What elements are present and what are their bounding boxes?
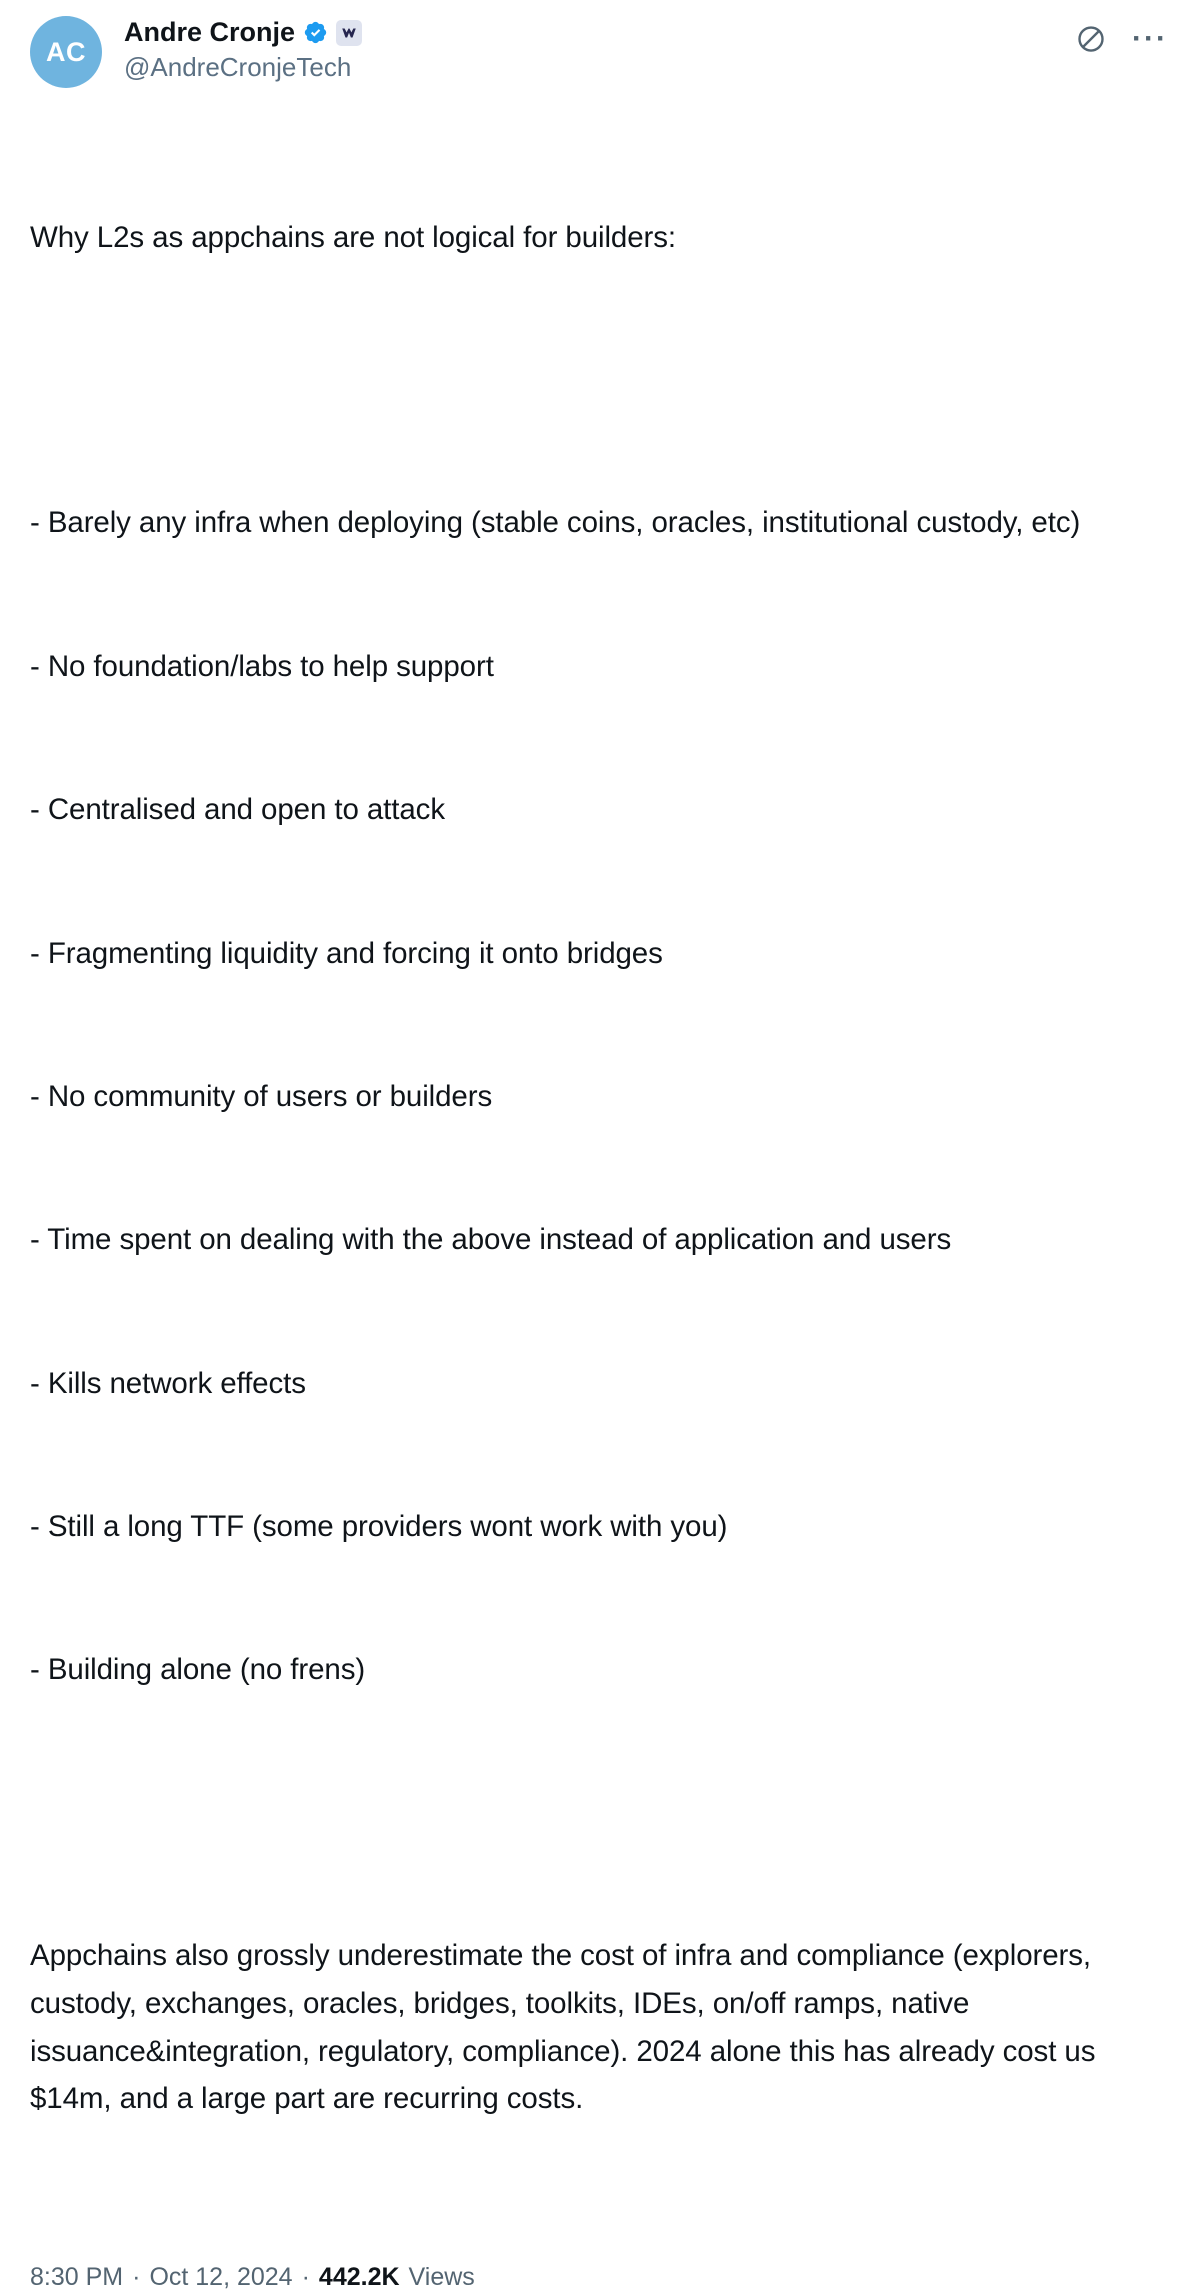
tweet-date: Oct 12, 2024 (149, 2262, 293, 2291)
author-handle[interactable]: @AndreCronjeTech (124, 52, 352, 83)
tweet-lead-line: Why L2s as appchains are not logical for builders: (30, 220, 676, 254)
footer-separator: · (132, 2262, 141, 2291)
author-display-name[interactable]: Andre Cronje (124, 17, 296, 47)
more-horizontal-icon[interactable]: ··· (1132, 22, 1168, 55)
tweet-bullet: - Building alone (no frens) (30, 1653, 366, 1687)
tweet-header (30, 14, 1168, 88)
footer-separator: · (301, 2262, 310, 2291)
tweet-bullet: - Barely any infra when deploying (stable coins, oracles, institutional custody, etc) (30, 506, 1081, 540)
author-identity (124, 14, 362, 83)
tweet-bullet: - Time spent on dealing with the above instead of application and users (30, 1223, 952, 1257)
affiliate-badge-icon[interactable] (336, 20, 362, 46)
tweet-bullet: - No foundation/labs to help support (30, 649, 494, 683)
tweet-footer (30, 2263, 1168, 2292)
avatar[interactable] (30, 16, 102, 88)
author-name-row (124, 17, 362, 48)
tweet-bullet: - Centralised and open to attack (30, 793, 445, 827)
views-count: 442.2K (318, 2262, 400, 2291)
tweet-bullet: - No community of users or builders (30, 1079, 493, 1113)
circle-slash-icon[interactable] (1076, 24, 1106, 54)
spacer (30, 1790, 1168, 1837)
verified-badge-icon (303, 20, 328, 45)
tweet-bullet: - Still a long TTF (some providers wont work with you) (30, 1509, 728, 1543)
tweet-text (30, 118, 1168, 2219)
tweet-time: 8:30 PM (30, 2262, 124, 2291)
spacer (30, 357, 1168, 404)
tweet-bullet: - Fragmenting liquidity and forcing it onto bridges (30, 936, 663, 970)
header-actions (1076, 14, 1168, 54)
tweet-closing-paragraph: Appchains also grossly underestimate the cost of infra and compliance (explorers, custody, exchanges, oracles, bridges, toolkits, IDEs, on/off ramps, native issuance&integration, regulatory, compliance). 2024 alone this has already cost us $14m, and a large part are recurring costs. (30, 1939, 1104, 2116)
tweet-bullet: - Kills network effects (30, 1366, 306, 1400)
views-label: Views (408, 2262, 475, 2291)
avatar-initials: AC (46, 36, 86, 67)
